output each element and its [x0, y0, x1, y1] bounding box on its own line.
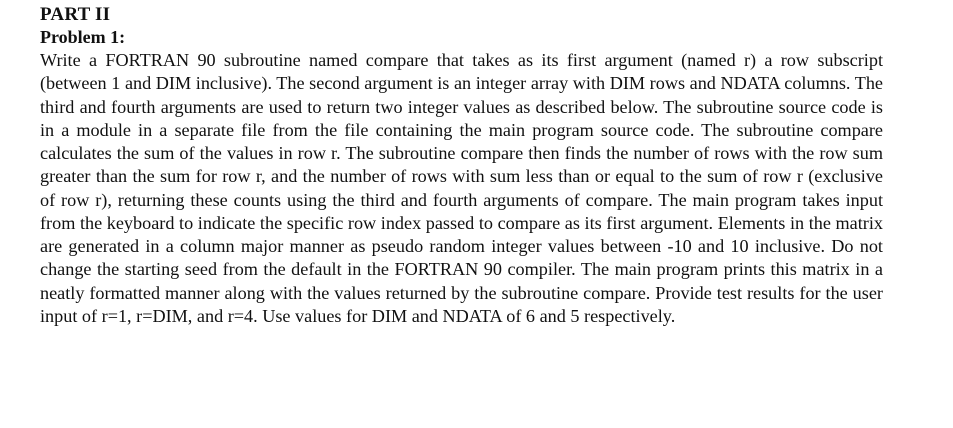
problem-statement: Write a FORTRAN 90 subroutine named compare that takes as its first argument (named r) a row subscript (between 1 and DIM inclusive). The second argument is an integer array with DIM rows and NDATA columns. The third and fourth arguments are used to return two integer values as described below. The subroutine source code is in a module in a separate file from the file containing the main program source code. The subroutine compare calculates the sum of the values in row r. The subroutine compare then finds the number of rows with the row sum greater than the sum for row r, and the number of rows with sum less than or equal to the sum of row r (exclusive of row r), returning these counts using the third and fourth arguments of compare. The main program takes input from the keyboard to indicate the specific row index passed to compare as its first argument. Elements in the matrix are generated in a column major manner as pseudo random integer values between -10 and 10 inclusive. Do not change the starting seed from the default in the FORTRAN 90 compiler. The main program prints this matrix in a neatly formatted manner along with the values returned by the subroutine compare. Provide test results for the user input of r=1, r=DIM, and r=4. Use values for DIM and NDATA of 6 and 5 respectively. [40, 50, 883, 326]
problem-heading: Problem 1: [40, 27, 126, 47]
document-page [40, 3, 883, 328]
part-heading: PART II [40, 4, 111, 25]
